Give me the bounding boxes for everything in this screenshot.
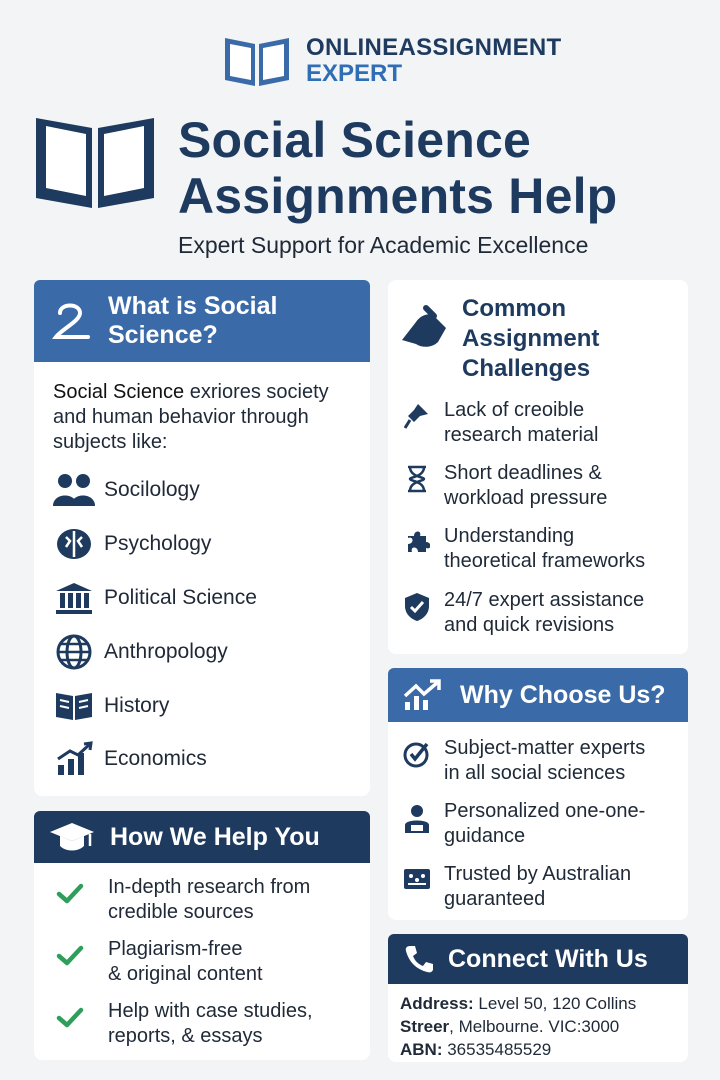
address-label: Address:: [400, 994, 474, 1013]
swan-icon: [50, 299, 94, 343]
check-icon: [56, 883, 86, 910]
help-line2: & original content: [108, 963, 263, 985]
what-intro: [53, 380, 329, 455]
subject-label: Psychology: [104, 532, 212, 555]
challenge-line2: workload pressure: [444, 487, 608, 509]
intro-line2: and human behavior through: [53, 406, 309, 428]
what-heading-line2: Science?: [108, 321, 218, 349]
subject-item: [50, 633, 228, 671]
challenges-heading-line3: Challenges: [462, 355, 591, 382]
address-value: Level 50, 120 Collins: [473, 994, 637, 1013]
challenge-line2: theoretical frameworks: [444, 550, 646, 572]
intro-line3: subjects like:: [53, 431, 168, 453]
challenge-line2: and quick revisions: [444, 614, 615, 636]
subject-item: [50, 525, 211, 563]
open-book-icon: [32, 110, 158, 212]
challenge-line1: 24/7 expert assistance: [444, 589, 645, 611]
help-header: [34, 811, 370, 863]
phone-icon: [404, 944, 434, 974]
challenge-item: [402, 588, 680, 638]
check-circle-icon: [402, 740, 432, 770]
page-title: [178, 112, 617, 224]
challenge-line1: Short deadlines &: [444, 462, 602, 484]
help-line1: Plagiarism-free: [108, 938, 243, 960]
graduation-cap-icon: [48, 820, 96, 854]
page-subtitle: Expert Support for Academic Excellence: [178, 232, 589, 258]
why-line2: guaranteed: [444, 888, 546, 910]
subject-label: Economics: [104, 747, 207, 770]
chart-icon: [50, 740, 98, 778]
subject-item: [50, 471, 200, 509]
what-is-header: [34, 280, 370, 362]
help-line2: reports, & essays: [108, 1025, 263, 1047]
why-line1: Trusted by Australian: [444, 863, 632, 885]
book-icon: [50, 687, 98, 725]
subject-item: [50, 687, 169, 725]
challenge-line1: Lack of creoible: [444, 399, 585, 421]
brand-logo[interactable]: [222, 32, 561, 90]
intro-bold: Social Science: [53, 381, 185, 403]
challenges-heading-line1: Common: [462, 295, 566, 322]
subject-label: Anthropology: [104, 640, 228, 663]
users-icon: [50, 471, 98, 509]
badge-icon: [402, 866, 432, 896]
puzzle-icon: [402, 528, 432, 558]
institution-icon: [50, 579, 98, 617]
challenge-line1: Understanding: [444, 525, 575, 547]
help-line2: credible sources: [108, 901, 254, 923]
challenge-line2: research material: [444, 424, 599, 446]
what-heading-line1: What is Social: [108, 292, 278, 320]
challenge-item: [402, 524, 680, 574]
help-item: [56, 937, 360, 987]
help-item: [56, 999, 360, 1049]
title-line1: Social Science: [178, 112, 531, 168]
challenges-heading-line2: Assignment: [462, 325, 600, 352]
why-line2: in all social sciences: [444, 762, 626, 784]
why-line2: guidance: [444, 825, 526, 847]
why-line1: Subject-matter experts: [444, 737, 646, 759]
why-item: [402, 736, 680, 786]
hourglass-icon: [402, 465, 432, 495]
challenge-item: [402, 398, 680, 448]
brain-icon: [50, 525, 98, 563]
challenges-card: [388, 280, 688, 654]
shield-icon: [402, 592, 432, 622]
abn-value: 36535485529: [442, 1040, 552, 1059]
subject-label: History: [104, 694, 170, 717]
subject-label: Socilology: [104, 478, 200, 501]
contact-details: [400, 992, 636, 1061]
globe-icon: [50, 633, 98, 671]
brand-name-line2: EXPERT: [306, 60, 403, 87]
subject-item: [50, 579, 257, 617]
why-heading: Why Choose Us?: [460, 680, 666, 709]
help-line1: In-depth research from: [108, 876, 311, 898]
tutor-icon: [402, 803, 432, 833]
why-card: [388, 668, 688, 920]
why-item: [402, 799, 680, 849]
help-line1: Help with case studies,: [108, 1000, 313, 1022]
connect-header: [388, 934, 688, 984]
trend-up-icon: [402, 678, 444, 712]
check-icon: [56, 1007, 86, 1034]
why-item: [402, 862, 680, 912]
help-card: [34, 811, 370, 1060]
intro-rest: exriores society: [184, 381, 329, 403]
brand-name-line1: ONLINEASSIGNMENT: [306, 34, 562, 61]
challenges-header: [398, 294, 599, 384]
title-line2: Assignments Help: [178, 168, 618, 224]
street-value: , Melbourne. VIC:3000: [449, 1017, 620, 1036]
hand-icon: [398, 302, 450, 352]
why-line1: Personalized one-one-: [444, 800, 646, 822]
challenge-item: [402, 461, 680, 511]
subject-label: Political Science: [104, 586, 257, 609]
what-is-card: [34, 280, 370, 796]
why-header: [388, 668, 688, 722]
subject-item: [50, 740, 207, 778]
abn-label: ABN:: [400, 1040, 443, 1059]
help-heading: How We Help You: [110, 822, 320, 851]
help-item: [56, 875, 360, 925]
street-label: Streer: [400, 1017, 450, 1036]
pin-icon: [402, 402, 432, 432]
check-icon: [56, 945, 86, 972]
book-logo-icon: [222, 32, 292, 90]
connect-heading: Connect With Us: [448, 944, 648, 973]
